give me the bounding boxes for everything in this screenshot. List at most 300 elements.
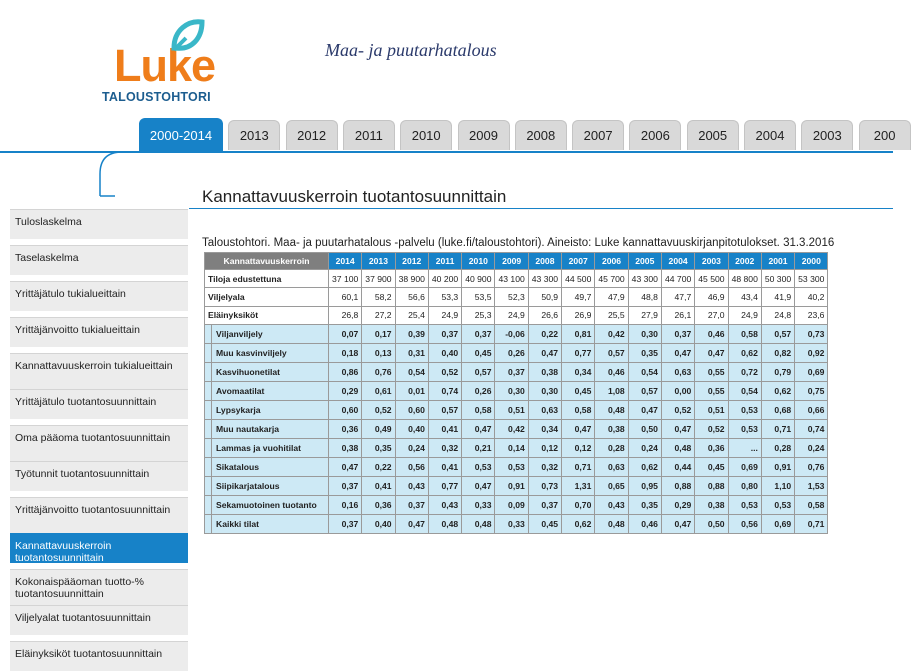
table-cell: 43 300 [528,270,561,288]
table-cell: 0,81 [562,325,595,344]
table-cell: 0,70 [562,496,595,515]
table-cell: 0,72 [728,363,761,382]
table-cell: 0,53 [728,420,761,439]
row-label [205,325,329,344]
table-cell: 47,9 [595,288,628,306]
table-row [205,288,828,306]
table-cell: 0,51 [695,401,728,420]
luke-logo[interactable] [100,18,230,118]
table-cell: 0,44 [661,458,694,477]
table-cell: 0,37 [428,325,461,344]
table-cell: 0,60 [329,401,362,420]
table-cell: 0,22 [528,325,561,344]
table-cell: 26,9 [562,306,595,324]
sidebar-item[interactable]: Yrittäjänvoitto tuotantosuunnittain [10,497,188,533]
table-row [205,382,828,401]
year-column-header: 2004 [661,253,694,270]
table-corner-header: Kannattavuuskerroin [205,253,329,270]
table-cell: 1,31 [562,477,595,496]
year-column-header: 2012 [395,253,428,270]
table-cell: 50,9 [528,288,561,306]
year-column-header: 2006 [595,253,628,270]
leaf-icon [166,18,206,58]
table-cell: 0,46 [595,363,628,382]
logo-wordmark: Luke [114,40,216,91]
table-cell: 0,57 [761,325,794,344]
tab-2012[interactable]: 2012 [286,120,338,150]
row-label-text: Kaikki tilat [211,515,328,533]
table-cell: 0,38 [528,363,561,382]
table-row [205,325,828,344]
table-cell: -0,06 [495,325,528,344]
profitability-table [204,252,828,534]
table-cell: 0,68 [761,401,794,420]
table-cell: 45 700 [595,270,628,288]
tab-2009[interactable]: 2009 [458,120,510,150]
table-cell: 25,5 [595,306,628,324]
table-cell: 0,30 [528,382,561,401]
table-cell: 0,30 [628,325,661,344]
table-cell: 0,86 [329,363,362,382]
year-column-header: 2014 [329,253,362,270]
table-cell: 0,41 [428,458,461,477]
table-cell: 0,47 [462,477,495,496]
table-cell: 0,58 [462,401,495,420]
table-cell: 0,91 [495,477,528,496]
table-cell: 25,4 [395,306,428,324]
table-cell: 0,63 [595,458,628,477]
table-cell: 0,37 [661,325,694,344]
table-cell: 0,26 [462,382,495,401]
table-cell: 26,1 [661,306,694,324]
table-cell: 48,8 [628,288,661,306]
page-title: Kannattavuuskerroin tuotantosuunnittain [202,187,507,206]
table-cell: 44 500 [562,270,595,288]
table-cell: 0,47 [661,420,694,439]
table-cell: 0,62 [562,515,595,534]
table-cell: 0,47 [462,420,495,439]
table-cell: 0,12 [528,439,561,458]
tab-2004[interactable]: 2004 [744,120,796,150]
table-cell: 37 900 [362,270,395,288]
table-cell: 0,41 [428,420,461,439]
table-cell: 0,53 [761,496,794,515]
table-cell: 0,57 [428,401,461,420]
table-cell: 0,47 [661,344,694,363]
table-cell: 0,54 [628,363,661,382]
table-row [205,401,828,420]
year-column-header: 2005 [628,253,661,270]
sidebar-item[interactable]: Yrittäjätulo tuotantosuunnittain [10,389,188,419]
table-cell: 0,13 [362,344,395,363]
row-label-text: Muu kasvinviljely [211,344,328,362]
table-cell: 0,24 [795,439,828,458]
table-row [205,420,828,439]
table-row [205,515,828,534]
table-cell: 40 200 [428,270,461,288]
table-cell: 0,43 [395,477,428,496]
table-row [205,439,828,458]
table-cell: 0,57 [595,344,628,363]
table-cell: 0,66 [795,401,828,420]
table-cell: 0,82 [761,344,794,363]
row-label [205,344,329,363]
table-cell: 0,36 [329,420,362,439]
table-cell: 0,58 [562,401,595,420]
table-cell: 0,69 [728,458,761,477]
table-cell: 43 300 [628,270,661,288]
table-cell: 0,26 [495,344,528,363]
tab-2005[interactable]: 2005 [687,120,739,150]
row-label [205,458,329,477]
row-label-text: Avomaatilat [211,382,328,400]
table-cell: 0,32 [428,439,461,458]
table-cell: 0,62 [761,382,794,401]
table-cell: 0,79 [761,363,794,382]
row-label-text: Sekamuotoinen tuotanto [211,496,328,514]
table-cell: 0,76 [362,363,395,382]
table-cell: 0,43 [595,496,628,515]
table-cell: 0,40 [395,420,428,439]
site-title: Maa- ja puutarhatalous [325,40,497,60]
year-column-header: 2003 [695,253,728,270]
table-cell: 41,9 [761,288,794,306]
table-cell: 48 800 [728,270,761,288]
row-label [205,401,329,420]
table-cell: 0,00 [661,382,694,401]
tab-2008[interactable]: 2008 [515,120,567,150]
table-cell: 0,48 [595,401,628,420]
table-cell: 0,30 [495,382,528,401]
table-cell: 0,39 [395,325,428,344]
row-label-text: Viljanviljely [211,325,328,343]
sidebar-item[interactable]: Oma pääoma tuotantosuunnittain [10,425,188,461]
table-cell: 0,37 [528,496,561,515]
table-cell: 0,42 [495,420,528,439]
row-label [205,363,329,382]
decorative-curve [0,140,200,200]
table-cell: 0,55 [695,363,728,382]
table-row [205,477,828,496]
table-cell: 0,09 [495,496,528,515]
table-cell: 53,5 [462,288,495,306]
table-cell: 0,33 [495,515,528,534]
table-cell: 24,9 [728,306,761,324]
table-cell: 0,38 [329,439,362,458]
table-cell: 0,36 [362,496,395,515]
table-cell: 1,53 [795,477,828,496]
table-cell: 40 900 [462,270,495,288]
table-cell: 0,73 [528,477,561,496]
table-row [205,344,828,363]
table-row [205,496,828,515]
table-cell: 0,57 [462,363,495,382]
year-column-header: 2009 [495,253,528,270]
table-cell: 26,6 [528,306,561,324]
table-cell: 0,56 [395,458,428,477]
table-cell: 1,10 [761,477,794,496]
table-cell: 0,50 [695,515,728,534]
tab-2003[interactable]: 2003 [801,120,853,150]
table-cell: 0,32 [528,458,561,477]
year-column-header: 2007 [562,253,595,270]
table-cell: 0,48 [462,515,495,534]
table-cell: 26,8 [329,306,362,324]
table-cell: 27,9 [628,306,661,324]
table-cell: 0,43 [428,496,461,515]
table-cell: 0,53 [728,401,761,420]
table-cell: 0,71 [562,458,595,477]
table-cell: 0,41 [362,477,395,496]
tab-2000-2014[interactable]: 2000-2014 [139,118,223,152]
table-cell: 0,35 [628,496,661,515]
table-cell: 0,63 [661,363,694,382]
sidebar-item[interactable]: Eläinyksiköt tuotantosuunnittain [10,641,188,671]
table-cell: 43,4 [728,288,761,306]
table-cell: 0,48 [428,515,461,534]
source-note: Taloustohtori. Maa- ja puutarhatalous -palvelu (luke.fi/taloustohtori). Aineisto: Luke kannattavuuskirjanpitotulokset. 31.3.2016 [202,237,835,249]
table-cell: 0,34 [528,420,561,439]
table-cell: 0,77 [562,344,595,363]
table-cell: 0,74 [795,420,828,439]
table-cell: 40,2 [795,288,828,306]
table-cell: 0,61 [362,382,395,401]
table-cell: 45 500 [695,270,728,288]
tab-200[interactable]: 200 [859,120,911,150]
table-cell: 0,45 [695,458,728,477]
table-cell: 0,60 [395,401,428,420]
table-cell: 0,54 [728,382,761,401]
table-cell: 0,28 [761,439,794,458]
table-cell: 0,56 [728,515,761,534]
table-cell: 0,57 [628,382,661,401]
sidebar-item[interactable]: Kokonaispääoman tuotto-% tuotantosuunnittain [10,569,188,605]
table-cell: 0,46 [695,325,728,344]
table-cell: 0,35 [362,439,395,458]
tab-2011[interactable]: 2011 [343,120,395,150]
table-row [205,458,828,477]
table-cell: 0,51 [495,401,528,420]
table-cell: 1,08 [595,382,628,401]
row-label: Eläinyksiköt [205,306,329,324]
table-cell: 38 900 [395,270,428,288]
table-cell: 0,24 [628,439,661,458]
tab-2006[interactable]: 2006 [629,120,681,150]
table-cell: 0,95 [628,477,661,496]
logo-subtitle: TALOUSTOHTORI [102,90,211,104]
table-cell: 0,71 [761,420,794,439]
table-cell: 0,47 [562,420,595,439]
table-cell: 0,17 [362,325,395,344]
table-cell: 52,3 [495,288,528,306]
row-label-text: Lypsykarja [211,401,328,419]
table-cell: 0,47 [628,401,661,420]
sidebar-item[interactable]: Yrittäjänvoitto tukialueittain [10,317,188,347]
table-cell: 56,6 [395,288,428,306]
table-cell: 0,52 [428,363,461,382]
table-cell: 46,9 [695,288,728,306]
year-column-header: 2013 [362,253,395,270]
table-cell: 0,37 [329,515,362,534]
sidebar-item[interactable]: Tuloslaskelma [10,209,188,239]
table-cell: 0,22 [362,458,395,477]
table-cell: 0,52 [661,401,694,420]
table-cell: 0,40 [362,515,395,534]
year-column-header: 2001 [761,253,794,270]
sidebar-item[interactable]: Yrittäjätulo tukialueittain [10,281,188,311]
table-cell: 0,71 [795,515,828,534]
row-label [205,496,329,515]
tab-2007[interactable]: 2007 [572,120,624,150]
table-cell: 0,40 [428,344,461,363]
row-label-text: Kasvihuonetilat [211,363,328,381]
table-cell: 0,47 [528,344,561,363]
table-cell: 53,3 [428,288,461,306]
table-cell: 25,3 [462,306,495,324]
table-cell: 0,49 [362,420,395,439]
table-cell: 0,62 [628,458,661,477]
table-cell: 0,53 [728,496,761,515]
table-row [205,270,828,288]
table-cell: 0,75 [795,382,828,401]
table-cell: 0,29 [661,496,694,515]
table-cell: 0,48 [595,515,628,534]
row-label-text: Muu nautakarja [211,420,328,438]
table-row [205,306,828,324]
table-cell: 47,7 [661,288,694,306]
table-cell: 53 300 [795,270,828,288]
table-cell: 49,7 [562,288,595,306]
table-cell: 0,47 [695,344,728,363]
table-cell: 0,52 [695,420,728,439]
table-cell: 0,91 [761,458,794,477]
table-cell: 43 100 [495,270,528,288]
row-label [205,420,329,439]
table-cell: 0,37 [462,325,495,344]
table-cell: 0,88 [661,477,694,496]
table-cell: 0,24 [395,439,428,458]
table-cell: 58,2 [362,288,395,306]
row-label [205,515,329,534]
table-cell: 0,47 [395,515,428,534]
table-cell: 0,45 [528,515,561,534]
table-cell: 0,80 [728,477,761,496]
table-cell: 27,0 [695,306,728,324]
year-column-header: 2000 [795,253,828,270]
sidebar-item[interactable]: Kannattavuuskerroin tuotantosuunnittain [10,533,188,563]
row-label [205,439,329,458]
table-cell: 44 700 [661,270,694,288]
table-cell: 0,16 [329,496,362,515]
table-cell: 0,88 [695,477,728,496]
year-column-header: 2010 [462,253,495,270]
table-cell: 0,47 [329,458,362,477]
table-cell: 37 100 [329,270,362,288]
table-cell: 0,69 [795,363,828,382]
table-cell: 0,58 [728,325,761,344]
table-cell: 0,37 [495,363,528,382]
row-label-text: Siipikarjatalous [211,477,328,495]
table-row [205,363,828,382]
table-cell: 23,6 [795,306,828,324]
tab-2010[interactable]: 2010 [400,120,452,150]
table-cell: 0,42 [595,325,628,344]
table-cell: 0,35 [628,344,661,363]
table-cell: 0,69 [761,515,794,534]
year-column-header: 2008 [528,253,561,270]
table-cell: 0,73 [795,325,828,344]
sidebar-item[interactable]: Työtunnit tuotantosuunnittain [10,461,188,491]
table-cell: 0,07 [329,325,362,344]
table-cell: 0,74 [428,382,461,401]
table-cell: 0,52 [362,401,395,420]
sidebar-item[interactable]: Viljelyalat tuotantosuunnittain [10,605,188,635]
table-cell: 27,2 [362,306,395,324]
table-cell: 0,38 [695,496,728,515]
table-cell: 0,45 [562,382,595,401]
table-cell: 0,31 [395,344,428,363]
year-column-header: 2002 [728,253,761,270]
row-label: Tiloja edustettuna [205,270,329,288]
table-cell: 50 300 [761,270,794,288]
table-cell: 0,14 [495,439,528,458]
table-cell: 24,9 [428,306,461,324]
year-column-header: 2011 [428,253,461,270]
row-label [205,382,329,401]
table-cell: 0,46 [628,515,661,534]
table-cell: 24,9 [495,306,528,324]
table-cell: 0,28 [595,439,628,458]
table-cell: 0,29 [329,382,362,401]
table-cell: 0,01 [395,382,428,401]
table-cell: 0,47 [661,515,694,534]
table-cell: 0,53 [495,458,528,477]
table-cell: 24,8 [761,306,794,324]
table-cell: 0,54 [395,363,428,382]
table-cell: 0,18 [329,344,362,363]
table-cell: 0,58 [795,496,828,515]
table-cell: 0,62 [728,344,761,363]
table-cell: 0,48 [661,439,694,458]
table-cell: 0,37 [395,496,428,515]
table-cell: 0,50 [628,420,661,439]
table-cell: 0,21 [462,439,495,458]
row-label-text: Sikatalous [211,458,328,476]
tab-2013[interactable]: 2013 [228,120,280,150]
table-cell: ... [728,439,761,458]
table-cell: 0,77 [428,477,461,496]
table-cell: 0,34 [562,363,595,382]
row-label: Viljelyala [205,288,329,306]
table-cell: 0,45 [462,344,495,363]
table-cell: 0,53 [462,458,495,477]
sidebar-item[interactable]: Kannattavuuskerroin tukialueittain [10,353,188,389]
row-label-text: Lammas ja vuohitilat [211,439,328,457]
table-cell: 0,55 [695,382,728,401]
table-cell: 0,37 [329,477,362,496]
table-cell: 0,63 [528,401,561,420]
table-cell: 0,76 [795,458,828,477]
table-cell: 60,1 [329,288,362,306]
table-cell: 0,36 [695,439,728,458]
table-cell: 0,65 [595,477,628,496]
table-cell: 0,92 [795,344,828,363]
table-cell: 0,33 [462,496,495,515]
table-cell: 0,12 [562,439,595,458]
table-cell: 0,38 [595,420,628,439]
heading-divider [189,208,893,209]
sidebar-item[interactable]: Taselaskelma [10,245,188,275]
